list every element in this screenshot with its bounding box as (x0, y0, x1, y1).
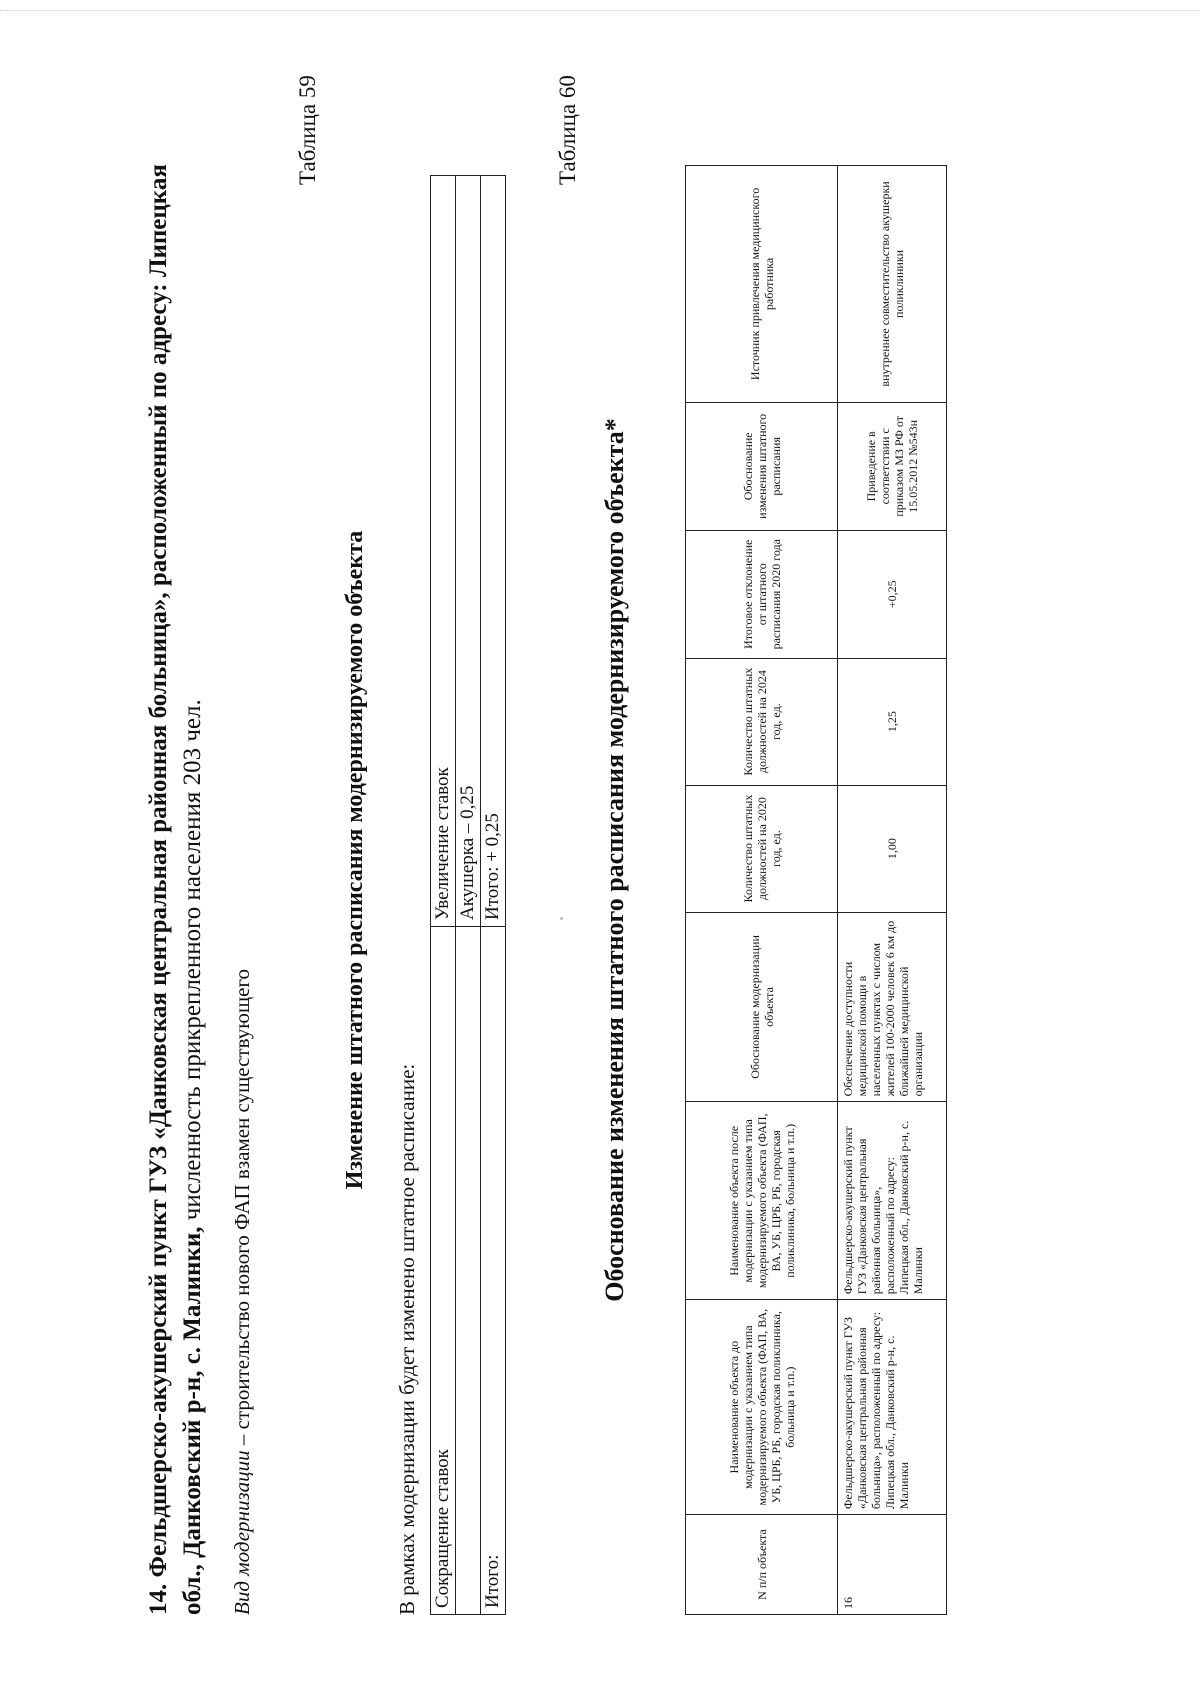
table-cell: Фельдшерско-акушерский пункт ГУЗ «Данковская центральная районная больница», расположенный по адресу: Липецкая обл., Данковский р-н, с. Малинки (838, 1300, 947, 1515)
table-row (481, 176, 506, 1615)
table59-caption: Таблица 59 (295, 75, 320, 185)
table-cell: внутреннее совместительство акушерки поликлиники (838, 166, 947, 403)
column-header: Количество штатных должностей на 2020 год, ед. (686, 785, 838, 912)
column-header: N п/п объекта (686, 1515, 838, 1615)
table-cell: Акушерка – 0,25 (456, 176, 481, 927)
column-header: Обоснование изменения штатного расписания (686, 402, 838, 530)
modernization-type (230, 969, 255, 1615)
table-cell: 1,00 (838, 785, 947, 912)
table-cell: Увеличение ставок (431, 176, 456, 927)
table-cell: Итого: + 0,25 (481, 176, 506, 927)
staffing-change-table (430, 175, 506, 1615)
table-row (431, 176, 456, 1615)
table-header-row (686, 166, 838, 1615)
rotated-page (100, 60, 1200, 1660)
table-cell: Приведение в соответствии с приказом МЗ РФ от 15.05.2012 №543н (838, 402, 947, 530)
table-cell: 1,25 (838, 658, 947, 785)
heading-normal: численность прикрепленного населения 203 чел. (179, 699, 206, 1227)
column-header: Наименование объекта после модернизации с указанием типа модернизируемого объекта (ФАП, ВА, УБ, ЦРБ, РБ, городская поликлиника, больница и т.п.) (686, 1102, 838, 1300)
column-header: Количество штатных должностей на 2024 год, ед. (686, 658, 838, 785)
column-header: Источник привлечения медицинского работника (686, 166, 838, 403)
table-row (838, 166, 947, 1615)
table59-intro: В рамках модернизации будет изменено штатное расписание: (395, 1063, 419, 1615)
table60-title: Обоснование изменения штатного расписания модернизируемого объекта* (600, 418, 629, 1302)
table-cell (456, 927, 481, 1615)
table60-caption: Таблица 60 (555, 75, 580, 185)
heading-bold: 14. Фельдшерско-акушерский пункт ГУЗ «Данковская центральная районная больница», расположенный по адресу: Липецкая обл., Данковский р-н, с. Малинки, (145, 164, 206, 1615)
table-cell: Обеспечение доступности медицинской помощи в населенных пунктах с числом жителей 100-2000 человек 6 км до ближайшей медицинской организации (838, 912, 947, 1102)
table-row (456, 176, 481, 1615)
table-cell: 16 (838, 1515, 947, 1615)
column-header: Итоговое отклонение от штатного расписания 2020 года (686, 530, 838, 658)
table-cell: +0,25 (838, 530, 947, 658)
table-cell: Фельдшерско-акушерский пункт ГУЗ «Данковская центральная районная больница», расположенный по адресу: Липецкая обл., Данковский р-н, с. Малинки (838, 1102, 947, 1300)
modernization-type-text: – строительство нового ФАП взамен существующего (230, 968, 254, 1451)
table59-title: Изменение штатного расписания модернизируемого объекта (342, 530, 368, 1190)
column-header: Обоснование модернизации объекта (686, 912, 838, 1102)
table-cell: Итого: (481, 927, 506, 1615)
scan-edge-rule (0, 10, 1200, 11)
table-cell: Сокращение ставок (431, 927, 456, 1615)
scan-speck (560, 917, 563, 920)
column-header: Наименование объекта до модернизации с указанием типа модернизируемого объекта (ФАП, ВА, УБ, ЦРБ, РБ, городская поликлиника, больница и т.п.) (686, 1300, 838, 1515)
modernization-type-label: Вид модернизации (230, 1450, 254, 1615)
staffing-justification-table (685, 165, 947, 1615)
section-heading (142, 135, 210, 1615)
